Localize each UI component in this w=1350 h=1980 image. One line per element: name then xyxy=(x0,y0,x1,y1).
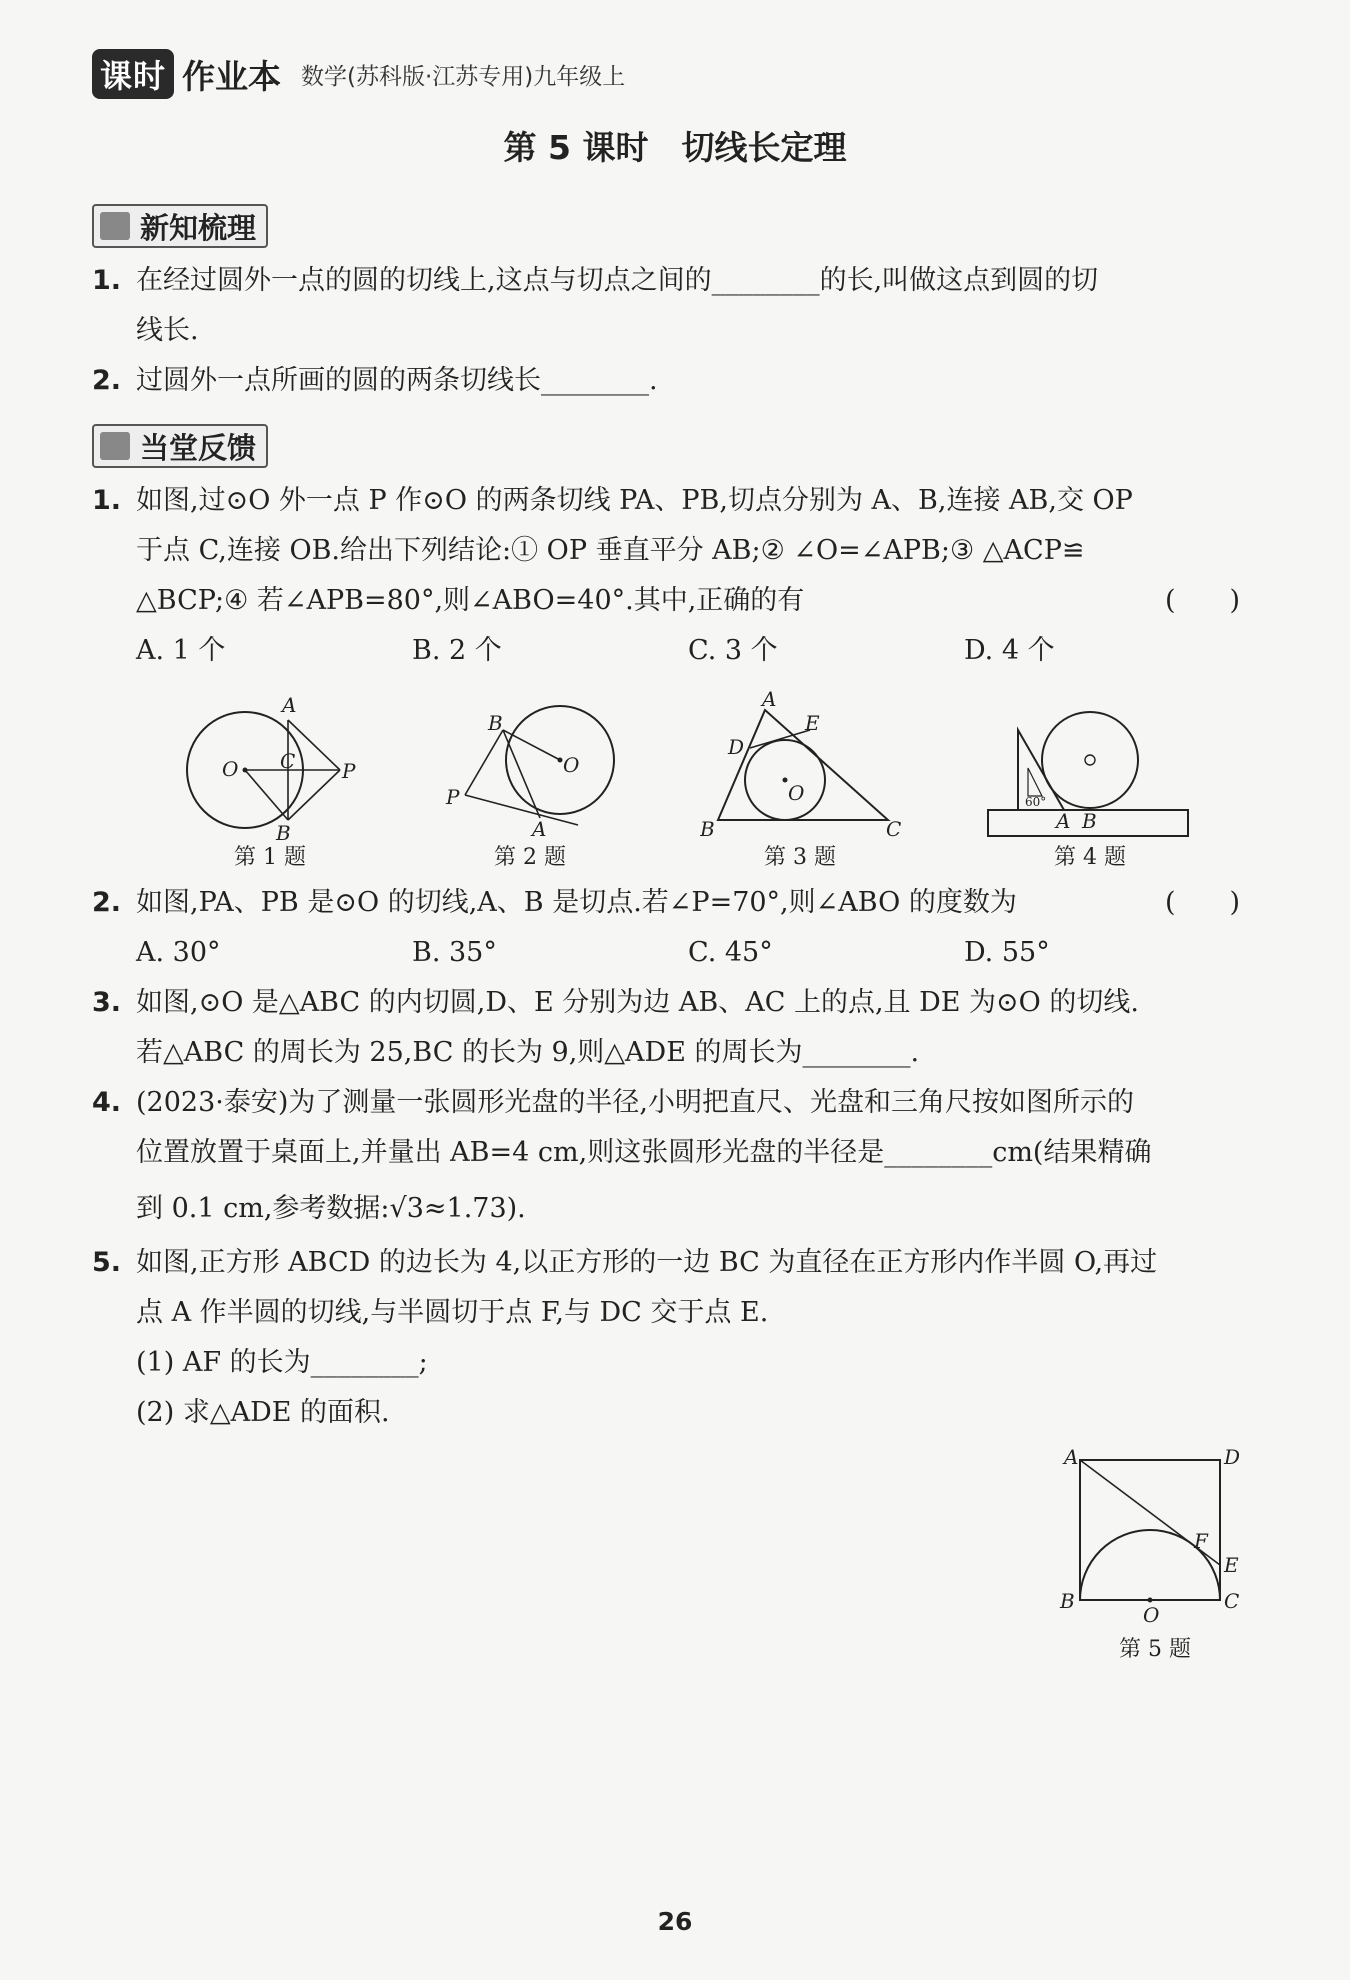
option-c: C. 3 个 xyxy=(688,635,778,666)
sub-question: (2) 求△ADE 的面积. xyxy=(136,1397,390,1428)
book-subtitle: 数学(苏科版·江苏专用)九年级上 xyxy=(301,63,626,90)
figure-1 xyxy=(170,690,380,840)
label-a: A xyxy=(1056,809,1071,833)
section-label: 当堂反馈 xyxy=(140,430,257,465)
label-a: A xyxy=(282,693,297,717)
question-text: 如图,正方形 ABCD 的边长为 4,以正方形的一边 BC 为直径在正方形内作半圆 O,再过 xyxy=(136,1247,1158,1278)
label-b: B xyxy=(276,821,291,840)
label-c: C xyxy=(886,817,902,840)
figure-5-caption: 第 5 题 xyxy=(1119,1637,1191,1662)
figure-2 xyxy=(430,700,630,840)
label-a: A xyxy=(1064,1445,1079,1469)
option-b: B. 2 个 xyxy=(412,635,502,666)
label-a: A xyxy=(532,817,547,840)
question-text: (2023·泰安)为了测量一张圆形光盘的半径,小明把直尺、光盘和三角尺按如图所示的 xyxy=(136,1087,1134,1118)
label-o: O xyxy=(788,781,805,805)
figure-4 xyxy=(980,700,1200,840)
label-c: C xyxy=(280,749,296,773)
label-b: B xyxy=(1060,1589,1075,1613)
figure-4-caption: 第 4 题 xyxy=(1054,845,1126,870)
pen-icon xyxy=(100,432,130,460)
label-e: E xyxy=(1224,1553,1239,1577)
question-text: 点 A 作半圆的切线,与半圆切于点 F,与 DC 交于点 E. xyxy=(136,1297,769,1328)
figure-1-caption: 第 1 题 xyxy=(234,845,306,870)
question-number: 3. xyxy=(92,987,122,1018)
question-text: 如图,PA、PB 是⊙O 的切线,A、B 是切点.若∠P=70°,则∠ABO 的度数为 xyxy=(136,887,1017,918)
label-d: D xyxy=(1224,1445,1241,1469)
question-text: 过圆外一点所画的圆的两条切线长________. xyxy=(136,365,658,396)
label-c: C xyxy=(1224,1589,1240,1613)
question-number: 1. xyxy=(92,485,122,516)
label-p: P xyxy=(446,785,460,809)
label-f: F xyxy=(1194,1529,1208,1553)
question-text: 如图,⊙O 是△ABC 的内切圆,D、E 分别为边 AB、AC 上的点,且 DE 为⊙O 的切线. xyxy=(136,987,1139,1018)
label-o: O xyxy=(1143,1603,1160,1627)
label-b: B xyxy=(488,711,503,735)
question-text: 于点 C,连接 OB.给出下列结论:① OP 垂直平分 AB;② ∠O=∠APB;③ △ACP≌ xyxy=(136,535,1085,566)
brand-name: 作业本 xyxy=(182,56,282,96)
option-a: A. 30° xyxy=(136,937,221,968)
figure-2-caption: 第 2 题 xyxy=(494,845,566,870)
question-text: 位置放置于桌面上,并量出 AB=4 cm,则这张圆形光盘的半径是________cm(结果精确 xyxy=(136,1137,1152,1168)
page-header xyxy=(92,52,625,96)
page-number: 26 xyxy=(657,1907,693,1936)
section-header-classroom-feedback xyxy=(92,424,268,468)
option-d: D. 55° xyxy=(964,937,1050,968)
section-label: 新知梳理 xyxy=(140,210,257,245)
section-header-new-knowledge xyxy=(92,204,268,248)
brand-logo: 课时 xyxy=(92,49,174,99)
option-b: B. 35° xyxy=(412,937,497,968)
answer-parentheses: ( ) xyxy=(1165,585,1241,616)
question-number: 5. xyxy=(92,1247,122,1278)
book-icon xyxy=(100,212,130,240)
label-o: O xyxy=(563,753,580,777)
question-text: 在经过圆外一点的圆的切线上,这点与切点之间的________的长,叫做这点到圆的切 xyxy=(136,265,1099,296)
question-text: 若△ABC 的周长为 25,BC 的长为 9,则△ADE 的周长为________. xyxy=(136,1037,920,1068)
question-text: 到 0.1 cm,参考数据:√3≈1.73). xyxy=(136,1193,526,1224)
question-number: 2. xyxy=(92,887,122,918)
question-text: 如图,过⊙O 外一点 P 作⊙O 的两条切线 PA、PB,切点分别为 A、B,连接 AB,交 OP xyxy=(136,485,1133,516)
question-number: 2. xyxy=(92,365,122,396)
figure-3 xyxy=(700,690,910,840)
option-c: C. 45° xyxy=(688,937,773,968)
label-d: D xyxy=(728,735,745,759)
label-a: A xyxy=(762,690,777,711)
sub-question: (1) AF 的长为________; xyxy=(136,1347,428,1378)
answer-parentheses: ( ) xyxy=(1165,887,1241,918)
question-text: △BCP;④ 若∠APB=80°,则∠ABO=40°.其中,正确的有 xyxy=(136,585,805,616)
lesson-title: 第 5 课时 切线长定理 xyxy=(503,128,847,167)
question-number: 4. xyxy=(92,1087,122,1118)
figure-5 xyxy=(1050,1440,1260,1630)
label-60-degrees: 60° xyxy=(1025,795,1047,809)
label-b: B xyxy=(700,817,715,840)
question-number: 1. xyxy=(92,265,122,296)
label-p: P xyxy=(342,759,356,783)
label-o: O xyxy=(222,757,239,781)
option-a: A. 1 个 xyxy=(136,635,226,666)
label-b: B xyxy=(1082,809,1097,833)
figure-3-caption: 第 3 题 xyxy=(764,845,836,870)
question-text: 线长. xyxy=(136,315,199,346)
label-e: E xyxy=(805,711,820,735)
option-d: D. 4 个 xyxy=(964,635,1055,666)
